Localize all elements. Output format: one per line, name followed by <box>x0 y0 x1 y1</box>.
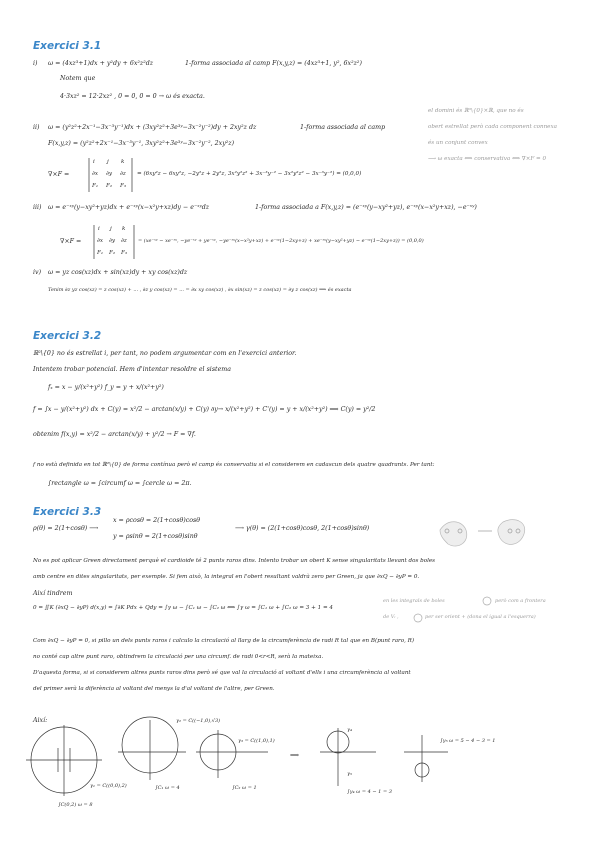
ex33-x: x = ρcosθ = 2(1+cosθ)cosθ <box>113 517 201 524</box>
ex31-ii-num: ii) <box>33 124 40 131</box>
ex33-polar: ρ(θ) = 2(1+cosθ) ⟶ <box>33 525 99 532</box>
diag-label-gamma4: γ₄ <box>347 727 352 733</box>
ex33-l9: del primer serà la diferència al voltant del menys la d'al voltant de l'altre, per Green. <box>33 686 275 692</box>
ex31-iii-curl-lhs: ∇×F = <box>60 238 82 245</box>
ex31-i-num: i) <box>33 60 38 67</box>
det2-i: i <box>98 226 100 232</box>
side-note-4: ⟶ ω exacta ⟺ conservativa ⟺ ∇×F = 0 <box>428 156 547 162</box>
side-note-1: el domini és ℝ³\{0}×ℝ, que no és <box>428 108 524 114</box>
det2-dz: ∂z <box>121 238 127 244</box>
ex31-iv-form: ω = yz cos(xz)dx + sin(xz)dy + xy cos(xz)dz <box>48 269 188 276</box>
det-dx: ∂x <box>92 171 99 177</box>
ex31-iv-num: iv) <box>33 269 42 276</box>
side-circle-2 <box>414 614 422 622</box>
det-dz: ∂z <box>120 171 126 177</box>
ex33-side-1: en les integrals de boles <box>383 598 445 604</box>
det2-f2: F₂ <box>109 250 116 256</box>
ex31-iii-desc: 1-forma associada a F(x,y,z) = (e⁻ˣʸ(y−xy²+yz), e⁻ˣʸ(x−x²y+xz), −e⁻ˣʸ) <box>255 204 477 211</box>
ex32-l6: ∫rectangle ω = ∫circumf ω = ∫cercle ω = 2π. <box>48 480 192 487</box>
diag-label-c1-int: ∫C₁ ω = 4 <box>155 785 180 791</box>
ex32-l5: f no està definida en tot ℝ²\{0} de forma contínua però el camp és conservatiu si el considerem en cadascun dels quatre quadrants. Per tant: <box>33 462 435 468</box>
diag-label-c2-int: ∫C₂ ω = 1 <box>232 785 257 791</box>
ex31-ii-desc: 1-forma associada al camp <box>300 124 386 131</box>
ex33-l2: No es pot aplicar Green directament perquè el cardioide té 2 punts raros dins. Intento trobar un obert K sense singularitats llevant dos boles <box>33 558 436 564</box>
det2-f3: F₃ <box>121 250 128 256</box>
det-f1: F₁ <box>92 183 99 189</box>
ex32-l1: ℝ²\{0} no és estrellat i, per tant, no podem argumentar com en l'exercici anterior. <box>33 350 297 357</box>
ex33-l6: Com ∂xQ − ∂yP = 0, si pillo un dels punts raros i calculo la circulació al llarg de la circumferència de radi R tal que en B(punt raro, R) <box>33 638 415 644</box>
heading-ex31: Exercici 3.1 <box>33 40 102 52</box>
det2-j: j <box>110 226 112 232</box>
ex33-l4: Així tindrem <box>33 590 73 597</box>
ex31-i-desc: 1-forma associada al camp F(x,y,z) = (4xz³+1, y², 6x²z²) <box>185 60 362 67</box>
side-note-2: obert estrellat però cada component connexa <box>428 124 557 130</box>
cardioid-sketch-1 <box>440 522 467 546</box>
det-i: i <box>93 159 95 165</box>
ex31-iii-form: ω = e⁻ˣʸ(y−xy²+yz)dx + e⁻ˣʸ(x−x²y+xz)dy − e⁻ˣʸdz <box>48 204 210 211</box>
ex31-ii-F: F(x,y,z) = (y²z²+2x⁻¹−3x⁻³y⁻¹, 3xy²z²+3e³ʸ−3x⁻²y⁻², 2xy²z) <box>48 140 235 147</box>
side-note-3: és un conjunt convex <box>428 140 488 146</box>
det-k: k <box>121 159 125 165</box>
det2-dy: ∂y <box>109 238 116 244</box>
det2-f1: F₁ <box>97 250 104 256</box>
det-j: j <box>107 159 109 165</box>
det2-dx: ∂x <box>97 238 104 244</box>
ex31-ii-curl-rhs: = (6xy²z − 6xy²z, −2y²z + 2y²z, 3x²y²z² + 3x⁻³y⁻² − 3x²y²z² − 3x⁻³y⁻²) = (0,0,0) <box>137 171 362 177</box>
diag-label-c1: ∫C(0,2) ω = 8 <box>58 802 93 808</box>
det-f3: F₃ <box>120 183 127 189</box>
diag-arrow: ⟹ <box>290 752 300 759</box>
det2-k: k <box>122 226 126 232</box>
ex33-l3: amb centre en dites singularitats, per exemple. Si fem això, la integral en l'obert resultant valdrà zero per Green, ja que ∂xQ − ∂yP = 0. <box>33 574 420 580</box>
ex33-side-4: per ser orient + (dona el igual a l'esquerra) <box>425 614 536 620</box>
diag-label-gamma5-int: ∫γ₅ ω = 5 − 4 − 3 = 1 <box>440 738 496 744</box>
det-f2: F₂ <box>106 183 113 189</box>
ex33-y: y = ρsinθ = 2(1+cosθ)sinθ <box>113 533 198 540</box>
heading-ex32: Exercici 3.2 <box>33 330 102 342</box>
ex33-l7: no conté cap altre punt raro, obtindrem la circulació per una circumf. de radi 0<r<R, serà la mateixa. <box>33 654 324 660</box>
ex33-side-3: de Vᵢ , <box>383 614 399 620</box>
ex31-iii-curl-rhs: = (xe⁻ˣʸ − xe⁻ˣʸ, −ye⁻ˣʸ + ye⁻ˣʸ, −ye⁻ˣʸ(x−x²y+xz) + e⁻ˣʸ(1−2xy+z) + xe⁻ˣʸ(y−xy²+yz) − e⁻ˣʸ(1−2xy+z)) = (0,0,0) <box>138 238 424 244</box>
ex33-l5: 0 = ∬K (∂xQ − ∂yP) d(x,y) = ∫∂K Pdx + Qdy = ∫γ ω − ∫C₁ ω − ∫C₂ ω ⟺ ∫γ ω = ∫C₁ ω + ∫C₂ ω = 3 + 1 = 4 <box>33 605 333 611</box>
side-circle-1 <box>483 597 491 605</box>
ex33-side-2: però com a frontera <box>495 598 546 604</box>
ex33-l8: D'aquesta forma, si si considerem altres punts raros dins però sé que val la circulació al voltant d'ells i una circumferència al voltant <box>33 670 411 676</box>
diag-label-gamma3: γ₃ = C((1,0),1) <box>238 738 275 744</box>
ex31-i-form: ω = (4xz³+1)dx + y²dy + 6x²z²dz <box>48 60 154 67</box>
ex31-i-eq: 4·3xz² = 12·2xz² , 0 = 0, 0 = 0 → ω és exacta. <box>60 93 205 100</box>
ex32-sys: fₓ = x − y/(x²+y²) f_y = y + x/(x²+y²) <box>48 384 164 391</box>
ex33-gamma: ⟶ γ(θ) = (2(1+cosθ)cosθ, 2(1+cosθ)sinθ) <box>235 525 370 532</box>
ex32-l4: obtenim f(x,y) = x²/2 − arctan(x/y) + y²/2 → F = ∇f. <box>33 431 196 438</box>
diag-label-gamma4-int: ∫γ₄ ω = 4 − 1 = 3 <box>347 789 392 795</box>
ex31-ii-curl-lhs: ∇×F = <box>48 171 70 178</box>
heading-ex33: Exercici 3.3 <box>33 506 102 518</box>
diag-label-gamma1: γ₁ = C((0,0),2) <box>90 783 127 789</box>
diag-label-gamma5: γ₅ <box>347 771 352 777</box>
ex33-l10: Així: <box>33 717 48 724</box>
ex31-i-note: Notem que <box>60 75 96 82</box>
ex32-l3: f = ∫x − y/(x²+y²) dx + C(y) = x²/2 − arctan(x/y) + C(y) ∂y→ x/(x²+y²) + C'(y) = y + x/(x²+y²) ⟹ C(y) = y²/2 <box>33 406 376 413</box>
ex31-iii-num: iii) <box>33 204 42 211</box>
det-dy: ∂y <box>106 171 113 177</box>
ex31-ii-form: ω = (y²z²+2x⁻¹−3x⁻³y⁻¹)dx + (3xy²z²+3e³ʸ−3x⁻²y⁻²)dy + 2xy²z dz <box>48 124 257 131</box>
ex31-iv-line: Tenim ∂z yz cos(xz) = z cos(xz) + ... , ∂z y cos(xz) = ... = ∂x xy cos(xz) , ∂x sin(xz) = z cos(xz) = ∂y z cos(xz) ⟹ és exacta <box>48 287 352 293</box>
ex32-l2: Intentem trobar potencial. Hem d'intentar resoldre el sistema <box>33 366 232 373</box>
diag-label-gamma2: γ₂ = C((−1,0),√3) <box>176 718 221 724</box>
